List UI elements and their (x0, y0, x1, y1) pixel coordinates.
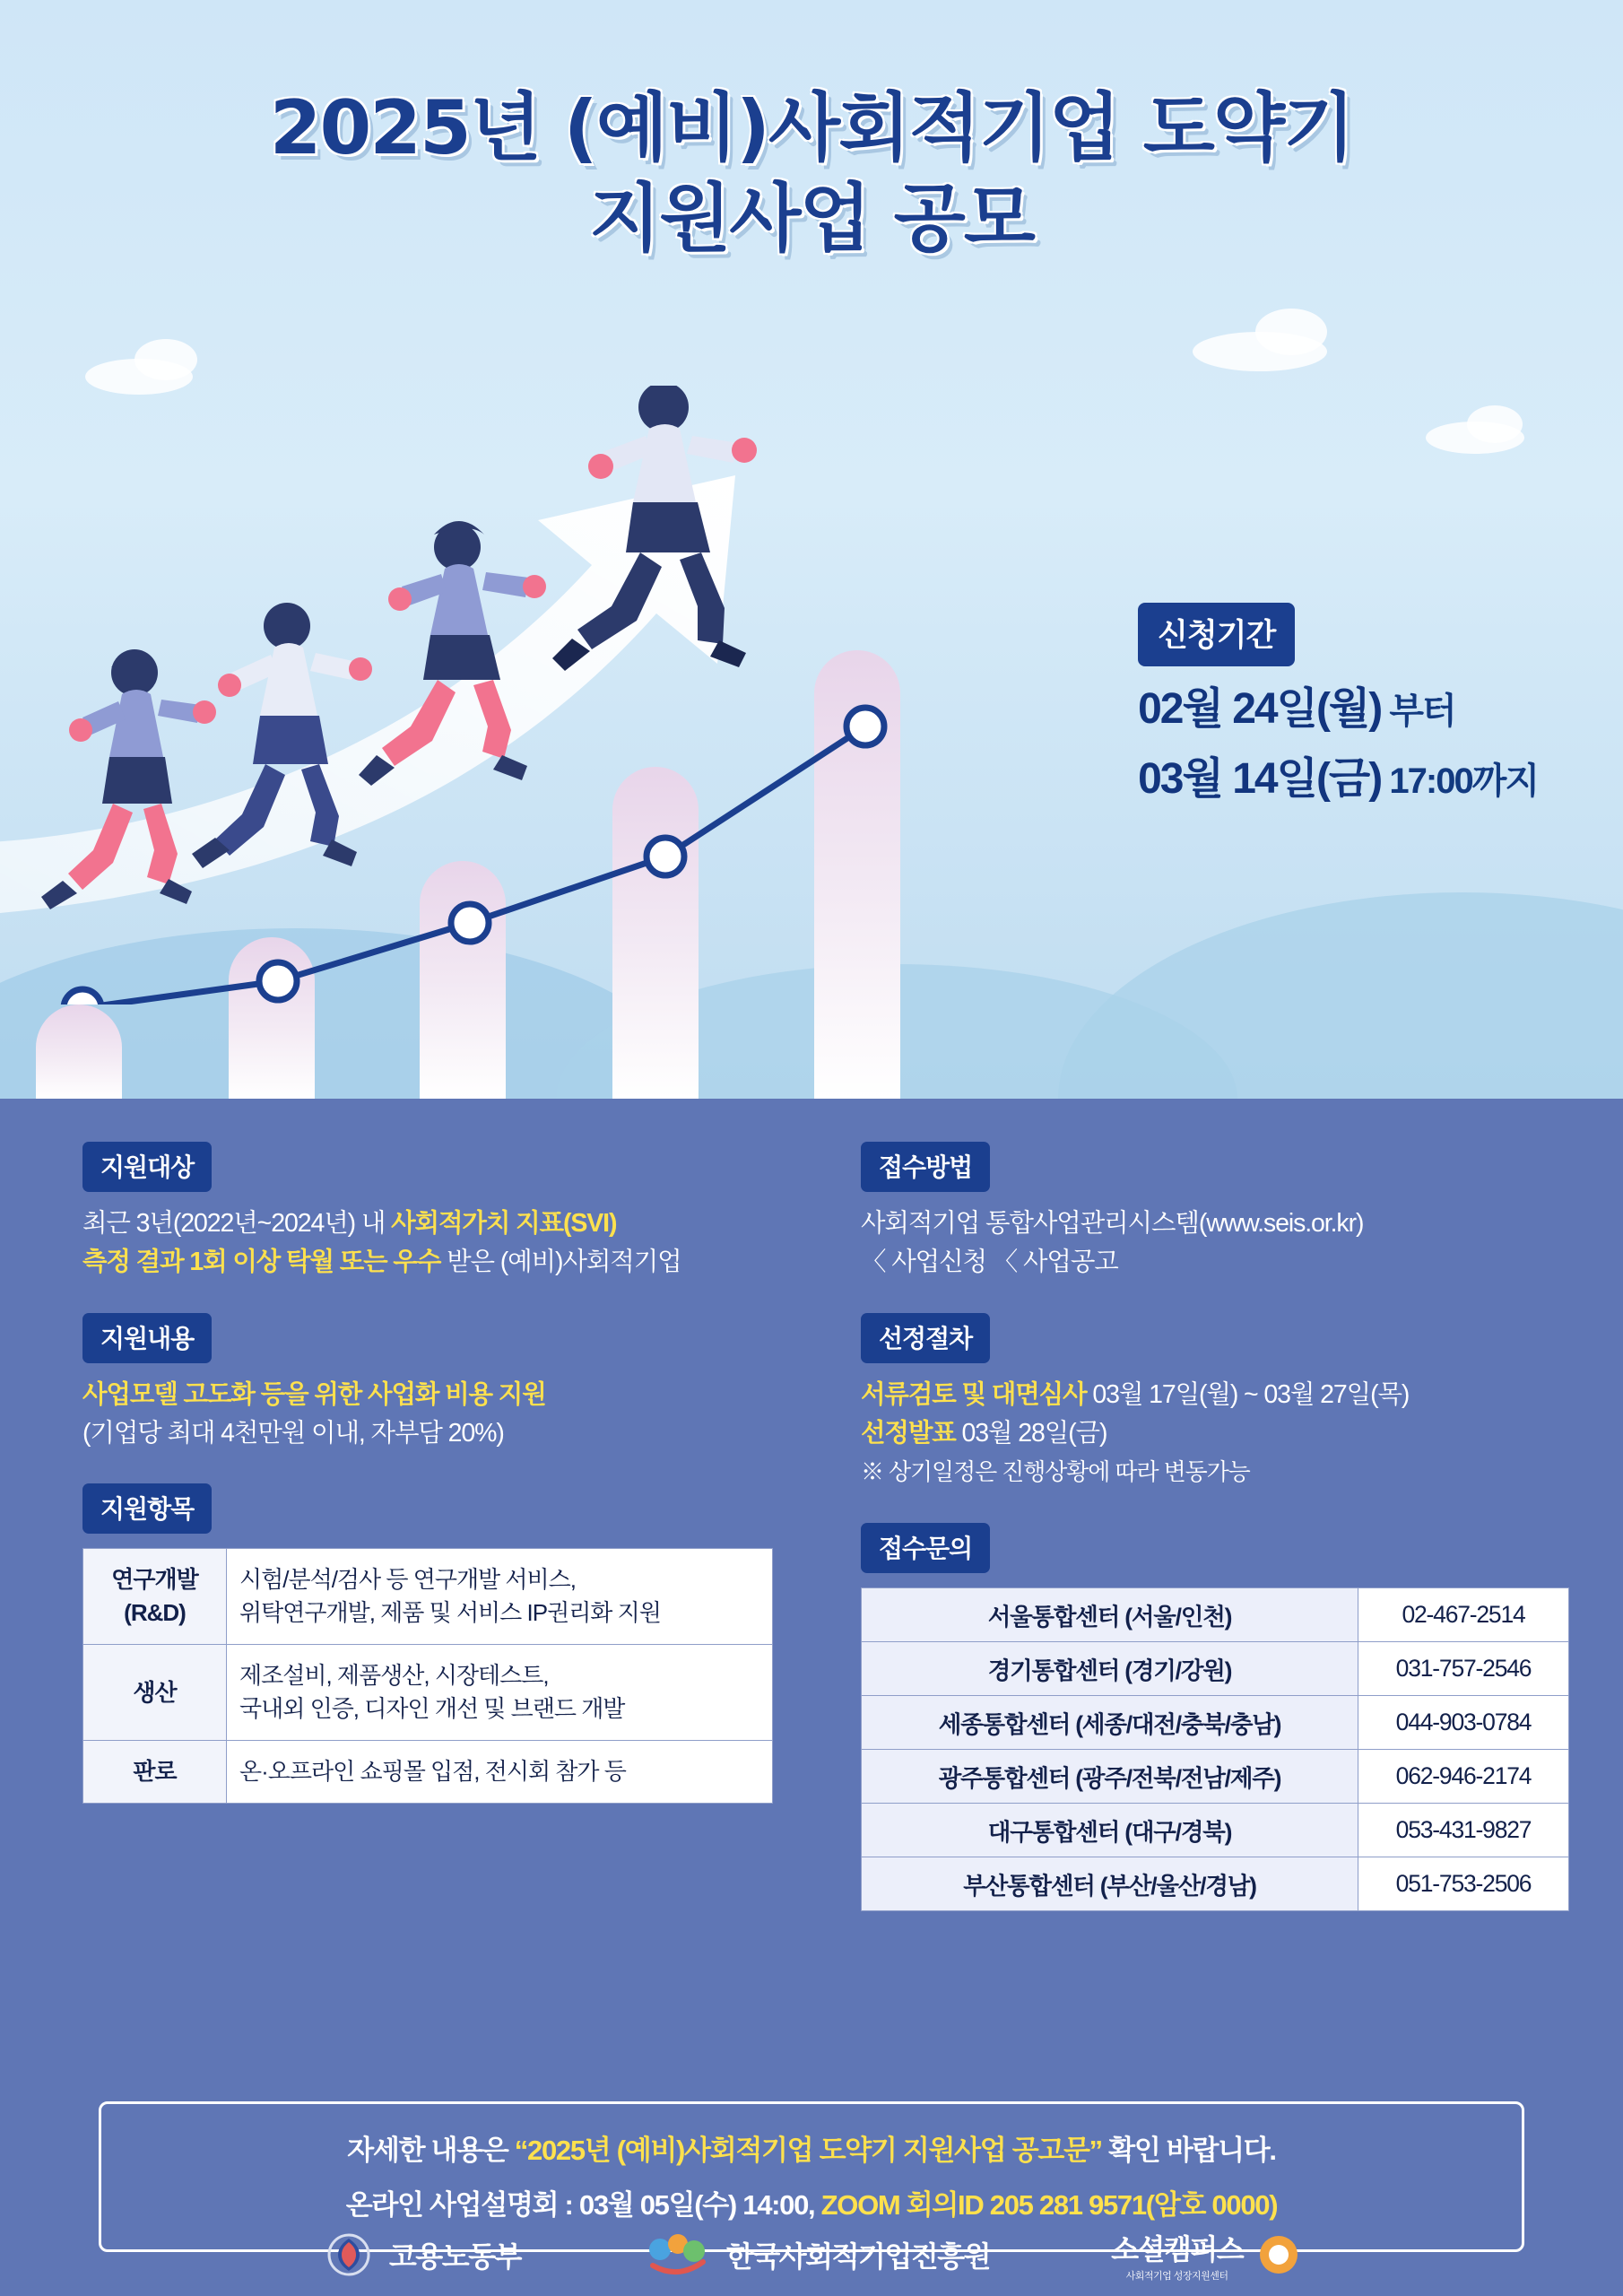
logo-social-campus (1111, 2227, 1302, 2283)
application-method-text (861, 1205, 1623, 1283)
target-line1-a: 최근 3년(2022년~2024년) 내 (82, 1209, 392, 1238)
contact-center-name: 대구통합센터 (대구/경북) (862, 1803, 1358, 1857)
content-line2: (기업당 최대 4천만원 이내, 자부담 20%) (82, 1418, 504, 1448)
application-method-block (861, 1142, 1623, 1283)
process-line2-b: 03월 28일(금) (955, 1418, 1107, 1448)
title-line-2: 지원사업 공모 (589, 175, 1034, 263)
table-row (83, 1645, 773, 1741)
process-line1-a: 서류검토 및 대면심사 (861, 1379, 1087, 1409)
notice-line-2 (110, 2182, 1513, 2222)
notice-line-1 (110, 2127, 1513, 2168)
page-title (0, 83, 1623, 265)
contact-table (861, 1587, 1569, 1911)
logo-kosea (642, 2230, 990, 2280)
support-items-table (82, 1548, 773, 1804)
title-line-1: 2025년 (예비)사회적기업 도약기 (269, 84, 1354, 171)
application-period-box (1138, 603, 1538, 806)
target-line2-a: 측정 결과 1회 이상 탁월 또는 우수 (82, 1248, 441, 1277)
contact-center-name: 경기통합센터 (경기/강원) (862, 1641, 1358, 1695)
method-line1: 사회적기업 통합사업관리시스템(www.seis.or.kr) (861, 1209, 1364, 1238)
contact-block (861, 1523, 1623, 1911)
table-row (862, 1695, 1569, 1749)
left-column (0, 1142, 789, 1942)
social-campus-icon (1255, 2232, 1302, 2277)
table-row (862, 1641, 1569, 1695)
info-columns (0, 1142, 1623, 1942)
application-method-tag: 접수방법 (861, 1142, 990, 1192)
apply-start-suffix: 부터 (1381, 691, 1455, 731)
contact-phone-number: 051-753-2506 (1358, 1857, 1569, 1910)
contact-center-name: 서울통합센터 (서울/인천) (862, 1587, 1358, 1641)
logo-sublabel: 사회적기업 성장지원센터 (1125, 2271, 1228, 2282)
target-line1-b: 사회적가치 지표(SVI) (391, 1209, 617, 1238)
process-note: ※ 상기일정은 진행상황에 따라 변동가능 (861, 1458, 1250, 1486)
target-line2-b: 받은 (예비)사회적기업 (440, 1248, 681, 1277)
kosea-mark-icon (642, 2230, 714, 2280)
support-items-block (82, 1483, 789, 1804)
support-item-key: 생산 (83, 1645, 227, 1741)
support-item-key: 연구개발 (R&D) (83, 1549, 227, 1645)
contact-phone-number: 031-757-2546 (1358, 1641, 1569, 1695)
support-content-tag: 지원내용 (82, 1313, 212, 1363)
logo-ministry-of-employment-and-labor (321, 2230, 521, 2280)
cloud-icon (1467, 405, 1523, 443)
selection-process-text (861, 1376, 1623, 1492)
process-line1-b: 03월 17일(월) ~ 03월 27일(목) (1086, 1379, 1410, 1409)
government-emblem-icon (321, 2230, 377, 2280)
table-row (83, 1549, 773, 1645)
support-item-value: 시험/분석/검사 등 연구개발 서비스, 위탁연구개발, 제품 및 서비스 IP권리화 지원 (227, 1549, 773, 1645)
notice-l2-a: 온라인 사업설명회 : 03월 05일(수) 14:00, (345, 2189, 821, 2221)
footer-logos (0, 2227, 1623, 2283)
contact-phone-number: 062-946-2174 (1358, 1749, 1569, 1803)
logo-label: 한국사회적기업진흥원 (725, 2240, 991, 2273)
selection-process-block (861, 1313, 1623, 1492)
chart-bar (36, 1004, 122, 1099)
table-row (862, 1857, 1569, 1910)
contact-phone-number: 053-431-9827 (1358, 1803, 1569, 1857)
support-target-block (82, 1142, 789, 1283)
cloud-icon (135, 339, 197, 380)
table-row (862, 1749, 1569, 1803)
support-target-text (82, 1205, 789, 1283)
apply-start-date: 02월 24일(월) (1138, 685, 1382, 733)
contact-tag: 접수문의 (861, 1523, 990, 1573)
support-item-value: 온·오프라인 쇼핑몰 입점, 전시회 참가 등 (227, 1740, 773, 1803)
process-line2-a: 선정발표 (861, 1418, 956, 1448)
apply-end-date: 03월 14일(금) (1138, 755, 1382, 803)
selection-process-tag: 선정절차 (861, 1313, 990, 1363)
apply-period-end (1138, 752, 1538, 806)
notice-l1-b: “2025년 (예비)사회적기업 도약기 지원사업 공고문” (514, 2135, 1102, 2166)
right-column (789, 1142, 1623, 1942)
notice-l2-b: ZOOM 회의ID 205 281 9571(암호 0000) (820, 2189, 1278, 2221)
info-section (0, 1099, 1623, 2296)
contact-phone-number: 02-467-2514 (1358, 1587, 1569, 1641)
support-content-block (82, 1313, 789, 1454)
apply-end-suffix: 17:00까지 (1381, 761, 1538, 801)
support-items-tag: 지원항목 (82, 1483, 212, 1534)
support-content-text (82, 1376, 789, 1454)
table-row (862, 1587, 1569, 1641)
contact-center-name: 광주통합센터 (광주/전북/전남/제주) (862, 1749, 1358, 1803)
apply-period-start (1138, 683, 1538, 736)
logo-label: 고용노동부 (388, 2240, 521, 2273)
support-target-tag: 지원대상 (82, 1142, 212, 1192)
content-line1: 사업모델 고도화 등을 위한 사업화 비용 지원 (82, 1379, 546, 1409)
method-line2: 〈 사업신청 〈 사업공고 (861, 1248, 1118, 1277)
contact-center-name: 세종통합센터 (세종/대전/충북/충남) (862, 1695, 1358, 1749)
notice-l1-c: 확인 바랍니다. (1101, 2135, 1276, 2166)
running-people-illustration (0, 386, 1004, 942)
support-item-value: 제조설비, 제품생산, 시장테스트, 국내외 인증, 디자인 개선 및 브랜드 개발 (227, 1645, 773, 1741)
logo-label: 소셜캠퍼스 (1111, 2233, 1244, 2266)
apply-period-label: 신청기간 (1138, 603, 1295, 666)
contact-phone-number: 044-903-0784 (1358, 1695, 1569, 1749)
notice-l1-a: 자세한 내용은 (347, 2135, 515, 2166)
support-item-key: 판로 (83, 1740, 227, 1803)
table-row (862, 1803, 1569, 1857)
table-row (83, 1740, 773, 1803)
contact-center-name: 부산통합센터 (부산/울산/경남) (862, 1857, 1358, 1910)
hero-sky-section (0, 0, 1623, 1099)
cloud-icon (1255, 309, 1327, 355)
